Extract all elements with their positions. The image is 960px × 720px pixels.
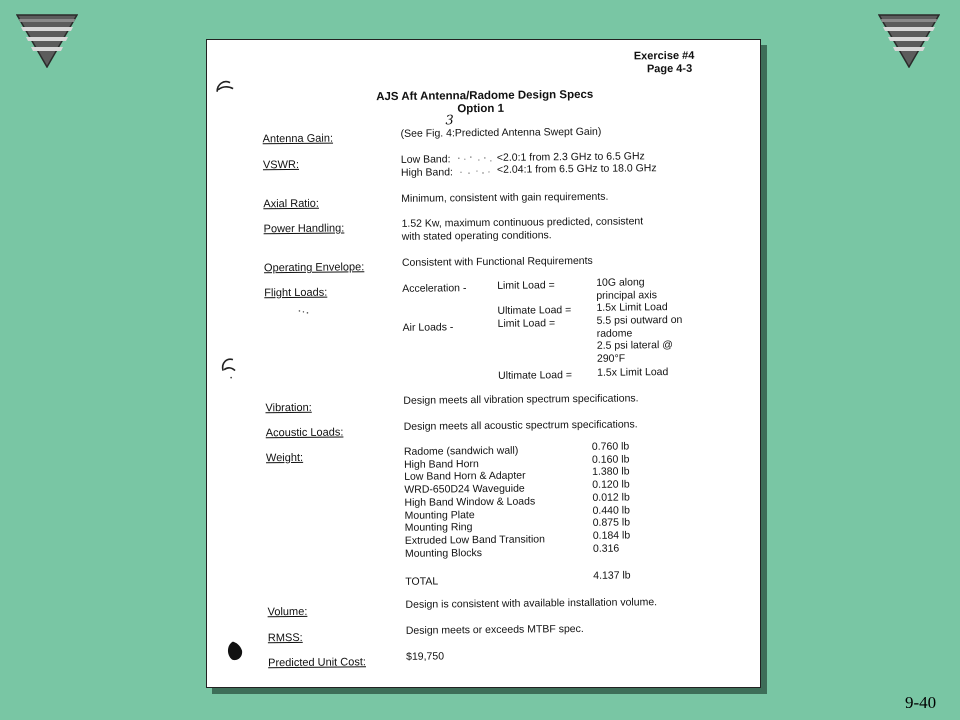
air-loads-limit-load-value <box>596 314 682 366</box>
document-title: AJS Aft Antenna/Radome Design Specs <box>376 88 594 104</box>
acceleration-ultimate-load-value: 1.5x Limit Load <box>596 301 668 314</box>
air-loads-ultimate-load-label: Ultimate Load = <box>498 369 573 382</box>
weight-total-value: 4.137 lb <box>593 569 631 582</box>
volume-label: Volume: <box>267 605 308 619</box>
weight-label: Weight: <box>265 451 304 465</box>
weight-item-value: 1.380 lb <box>592 465 630 479</box>
acoustic-loads-value: Design meets all acoustic spectrum specifications. <box>403 418 638 433</box>
scan-speckle <box>296 308 310 316</box>
antenna-gain-label: Antenna Gain: <box>262 132 334 146</box>
vswr-low-band-label: Low Band: <box>400 153 451 166</box>
vibration-label: Vibration: <box>265 401 312 415</box>
axial-ratio-value: Minimum, consistent with gain requirements. <box>401 190 609 205</box>
predicted-unit-cost-label: Predicted Unit Cost: <box>268 656 367 670</box>
power-handling-line-1: 1.52 Kw, maximum continuous predicted, consistent <box>401 215 644 230</box>
vswr-label: VSWR: <box>262 158 300 172</box>
vibration-value: Design meets all vibration spectrum specifications. <box>403 392 639 407</box>
operating-envelope-value: Consistent with Functional Requirements <box>401 254 593 269</box>
descending-bars-triangle-icon <box>16 14 78 68</box>
acceleration-label: Acceleration - <box>402 282 467 295</box>
value-line: 10G along <box>596 276 645 289</box>
binder-hole-mark <box>214 78 236 96</box>
operating-envelope-label: Operating Envelope: <box>263 261 365 275</box>
binder-hole-mark <box>224 639 246 663</box>
weight-item-name: Mounting Ring <box>404 521 473 535</box>
weight-item-value: 0.012 lb <box>592 491 630 504</box>
weight-item-name: Extruded Low Band Transition <box>404 533 546 547</box>
value-line: 5.5 psi outward on <box>596 313 683 327</box>
air-loads-ultimate-load-value: 1.5x Limit Load <box>597 366 669 379</box>
value-line: 290°F <box>596 352 626 365</box>
axial-ratio-label: Axial Ratio: <box>263 197 320 211</box>
air-loads-label: Air Loads - <box>402 321 454 334</box>
slide-number: 9-40 <box>905 693 937 712</box>
weight-item-value: 0.160 lb <box>591 453 630 466</box>
weight-item-name: WRD-650D24 Waveguide <box>404 482 525 496</box>
power-handling-line-2: with stated operating conditions. <box>401 229 552 243</box>
predicted-unit-cost-value: $19,750 <box>406 650 445 663</box>
acceleration-ultimate-load-label: Ultimate Load = <box>497 304 572 317</box>
value-line: 2.5 psi lateral @ <box>596 339 673 353</box>
weight-item-value: 0.875 lb <box>592 516 631 530</box>
weight-item-value: 0.184 lb <box>592 529 631 542</box>
acceleration-limit-load-label: Limit Load = <box>497 279 555 292</box>
weight-item-name: Mounting Blocks <box>404 546 483 560</box>
scanned-document-page <box>206 39 761 688</box>
air-loads-limit-load-label: Limit Load = <box>497 317 556 330</box>
exercise-number: Exercise #4 <box>633 49 695 63</box>
weight-item-name: High Band Horn <box>403 457 479 471</box>
acoustic-loads-label: Acoustic Loads: <box>265 426 344 440</box>
power-handling-label: Power Handling: <box>263 222 345 236</box>
scan-speckle <box>455 154 497 178</box>
weight-item-values <box>592 440 631 555</box>
descending-bars-triangle-icon <box>878 14 940 68</box>
binder-hole-mark <box>219 355 239 381</box>
value-line: radome <box>596 327 633 340</box>
weight-item-names <box>404 444 545 560</box>
weight-total-label: TOTAL <box>405 575 439 588</box>
page-reference: Page 4-3 <box>646 62 693 76</box>
volume-value: Design is consistent with available installation volume. <box>405 596 658 611</box>
rmss-label: RMSS: <box>267 631 303 645</box>
weight-item-name: Radome (sandwich wall) <box>403 444 519 458</box>
vswr-high-band-label: High Band: <box>400 166 454 179</box>
acceleration-limit-load-value <box>596 276 657 302</box>
weight-item-value: 0.316 <box>592 542 620 555</box>
vswr-low-band-value: <2.0:1 from 2.3 GHz to 6.5 GHz <box>496 150 645 164</box>
weight-item-value: 0.440 lb <box>592 503 630 517</box>
weight-item-value: 0.120 lb <box>592 478 630 491</box>
flight-loads-label: Flight Loads: <box>264 286 328 300</box>
weight-item-name: Mounting Plate <box>404 508 475 522</box>
value-line: principal axis <box>596 288 658 302</box>
weight-item-name: Low Band Horn & Adapter <box>404 469 526 484</box>
weight-item-name: High Band Window & Loads <box>404 495 536 509</box>
weight-item-value: 0.760 lb <box>591 440 630 453</box>
vswr-high-band-value: <2.04:1 from 6.5 GHz to 18.0 GHz <box>496 162 657 176</box>
rmss-value: Design meets or exceeds MTBF spec. <box>405 622 584 637</box>
document-subtitle: Option 1 <box>457 102 505 116</box>
antenna-gain-value: (See Fig. 4:Predicted Antenna Swept Gain) <box>400 125 602 140</box>
handwritten-figure-number: 3 <box>445 113 454 129</box>
